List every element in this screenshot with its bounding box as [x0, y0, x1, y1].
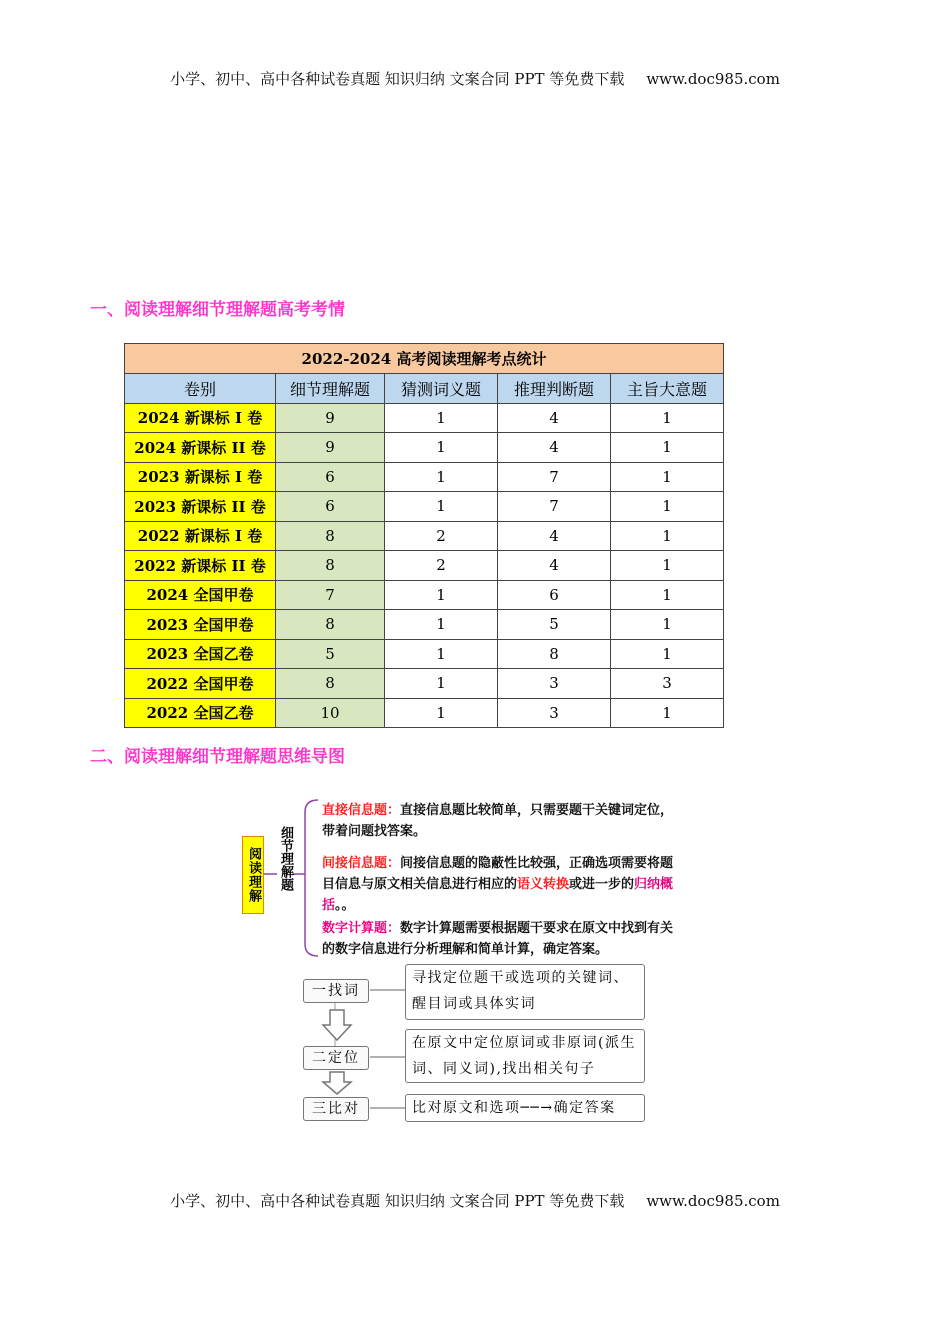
indirect-highlight-summary: 归纳概括 [322, 877, 674, 913]
direct-info-text [322, 800, 682, 842]
count-cell: 9 [276, 433, 385, 463]
step-compare: 三比对 [303, 1097, 369, 1121]
count-cell: 1 [611, 462, 724, 492]
indirect-info-text [322, 853, 682, 916]
table-header-cell: 细节理解题 [276, 374, 385, 404]
indirect-info-label: 间接信息题： [322, 856, 401, 871]
exam-paper-cell: 2023 全国甲卷 [125, 610, 276, 640]
count-cell: 6 [276, 492, 385, 522]
exam-paper-cell: 2024 全国甲卷 [125, 580, 276, 610]
count-cell: 1 [611, 433, 724, 463]
header-text: 小学、初中、高中各种试卷真题 知识归纳 文案合同 PPT 等免费下载 [170, 70, 625, 88]
step-find-word-desc: 寻找定位题干或选项的关键词、醒目词或具体实词 [405, 964, 645, 1020]
count-cell: 1 [611, 698, 724, 728]
step-locate-desc: 在原文中定位原词或非原词(派生词、同义词),找出相关句子 [405, 1029, 645, 1083]
count-cell: 4 [498, 403, 611, 433]
mindmap-root: 阅读理解 [242, 836, 264, 914]
count-cell: 1 [611, 521, 724, 551]
count-cell: 5 [276, 639, 385, 669]
count-cell: 1 [611, 551, 724, 581]
header-url[interactable]: www.doc985.com [646, 70, 780, 88]
count-cell: 1 [385, 698, 498, 728]
indirect-info-desc3: 。。 [335, 898, 355, 913]
exam-paper-cell: 2022 新课标 I 卷 [125, 521, 276, 551]
count-cell: 1 [385, 639, 498, 669]
count-cell: 9 [276, 403, 385, 433]
count-cell: 4 [498, 551, 611, 581]
footer-text: 小学、初中、高中各种试卷真题 知识归纳 文案合同 PPT 等免费下载 [170, 1192, 625, 1210]
count-cell: 8 [276, 521, 385, 551]
count-cell: 1 [385, 492, 498, 522]
table-header-cell: 卷别 [125, 374, 276, 404]
table-header-cell: 主旨大意题 [611, 374, 724, 404]
step-locate: 二定位 [303, 1046, 369, 1070]
count-cell: 8 [276, 669, 385, 699]
count-cell: 1 [611, 610, 724, 640]
count-cell: 2 [385, 521, 498, 551]
count-cell: 1 [611, 580, 724, 610]
step-compare-desc: 比对原文和选项──→确定答案 [405, 1094, 645, 1122]
count-cell: 8 [276, 551, 385, 581]
count-cell: 1 [385, 462, 498, 492]
count-cell: 1 [611, 403, 724, 433]
exam-paper-cell: 2023 新课标 II 卷 [125, 492, 276, 522]
count-cell: 1 [611, 492, 724, 522]
count-cell: 4 [498, 433, 611, 463]
count-cell: 6 [276, 462, 385, 492]
count-cell: 3 [498, 669, 611, 699]
count-cell: 1 [385, 433, 498, 463]
numeric-info-desc: 数字计算题需要根据题干要求在原文中找到有关的数字信息进行分析理解和简单计算，确定答案。 [322, 921, 674, 957]
exam-paper-cell: 2022 全国甲卷 [125, 669, 276, 699]
indirect-info-desc1: 间接信息题的隐蔽性比较强，正确选项需要将题目信息与原文相关信息进行相应的 [322, 856, 674, 892]
count-cell: 7 [498, 492, 611, 522]
exam-paper-cell: 2024 新课标 I 卷 [125, 403, 276, 433]
table-header-cell: 猜测词义题 [385, 374, 498, 404]
direct-info-desc: 直接信息题比较简单，只需要题干关键词定位，带着问题找答案。 [322, 803, 674, 839]
numeric-info-text [322, 918, 682, 960]
count-cell: 3 [611, 669, 724, 699]
count-cell: 8 [276, 610, 385, 640]
count-cell: 3 [498, 698, 611, 728]
direct-info-label: 直接信息题： [322, 803, 401, 818]
exam-paper-cell: 2023 全国乙卷 [125, 639, 276, 669]
count-cell: 8 [498, 639, 611, 669]
count-cell: 1 [385, 580, 498, 610]
count-cell: 1 [385, 403, 498, 433]
count-cell: 1 [611, 639, 724, 669]
count-cell: 2 [385, 551, 498, 581]
exam-paper-cell: 2024 新课标 II 卷 [125, 433, 276, 463]
footer-url[interactable]: www.doc985.com [646, 1192, 780, 1210]
exam-paper-cell: 2023 新课标 I 卷 [125, 462, 276, 492]
mindmap-sub: 细节理解题 [278, 826, 293, 891]
count-cell: 10 [276, 698, 385, 728]
section-title-exam-stats: 一、阅读理解细节理解题高考考情 [90, 300, 345, 320]
indirect-highlight-semantic: 语义转换 [517, 877, 570, 892]
section-title-mindmap: 二、阅读理解细节理解题思维导图 [90, 747, 345, 767]
exam-paper-cell: 2022 全国乙卷 [125, 698, 276, 728]
indirect-info-desc2: 或进一步的 [569, 877, 635, 892]
count-cell: 4 [498, 521, 611, 551]
step-find-word: 一找词 [303, 979, 369, 1003]
table-header-cell: 推理判断题 [498, 374, 611, 404]
count-cell: 1 [385, 610, 498, 640]
count-cell: 5 [498, 610, 611, 640]
count-cell: 7 [498, 462, 611, 492]
exam-paper-cell: 2022 新课标 II 卷 [125, 551, 276, 581]
count-cell: 6 [498, 580, 611, 610]
count-cell: 1 [385, 669, 498, 699]
numeric-info-label: 数字计算题： [322, 921, 401, 936]
page-footer [0, 1190, 950, 1211]
count-cell: 7 [276, 580, 385, 610]
table-title: 2022-2024 高考阅读理解考点统计 [125, 344, 724, 374]
